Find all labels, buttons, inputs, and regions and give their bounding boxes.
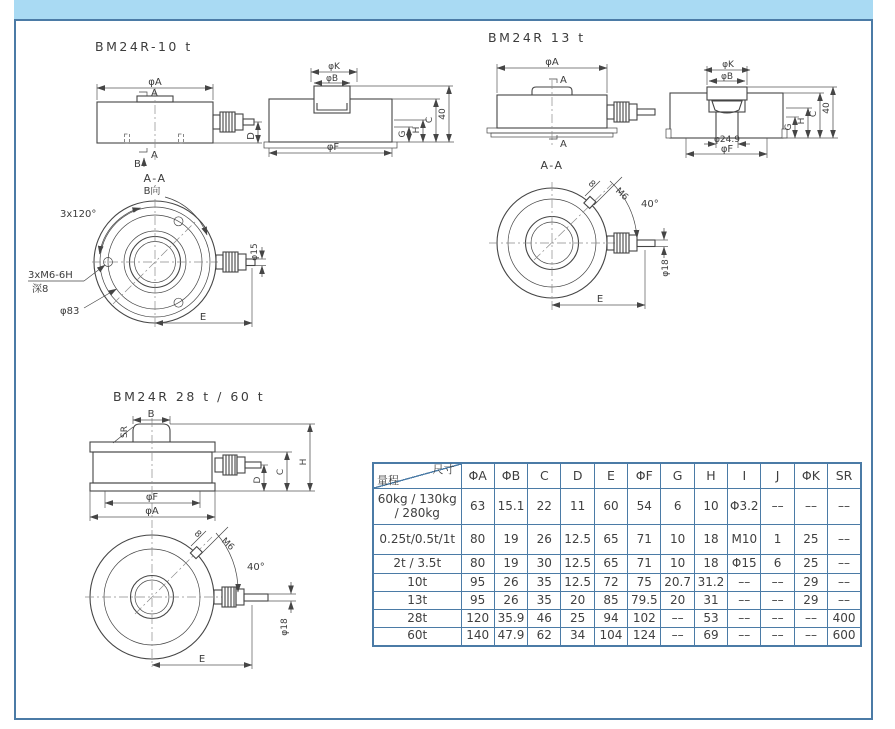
value-cell: 29 [794, 574, 827, 592]
value-cell: 140 [461, 628, 494, 646]
bottom-plate [90, 483, 215, 491]
value-cell: 20.7 [661, 574, 694, 592]
table-row [373, 489, 861, 525]
bolt-hole-hidden [125, 134, 130, 143]
value-cell: 85 [594, 592, 627, 610]
set-screw [584, 196, 596, 208]
cut-mark-a-top: A [560, 75, 567, 86]
range-cell: 60kg / 130kg / 280kg [373, 489, 461, 525]
value-cell: –– [761, 489, 794, 525]
column-header: C [528, 463, 561, 489]
side-view [487, 57, 655, 172]
column-header: ΦK [794, 463, 827, 489]
cavity [709, 100, 745, 112]
value-cell: 400 [828, 610, 861, 628]
value-cell: 31 [694, 592, 727, 610]
section-label: A-A [143, 172, 167, 185]
value-cell: –– [828, 574, 861, 592]
plan-view [489, 177, 671, 311]
dim-label-8: 8 [585, 178, 597, 191]
flange-lip [666, 129, 671, 138]
range-cell: 10t [373, 574, 461, 592]
value-cell: 600 [828, 628, 861, 646]
value-cell: 71 [628, 555, 661, 574]
value-cell: 12.5 [561, 525, 594, 555]
value-cell: 22 [528, 489, 561, 525]
corner-range-label: 量程 [377, 474, 399, 488]
value-cell: 19 [494, 555, 527, 574]
plan-view [85, 527, 296, 669]
cut-mark-a-bottom: A [560, 139, 567, 150]
value-cell: –– [761, 574, 794, 592]
dim-label-phiA: φA [148, 77, 162, 88]
spec-table-body [373, 489, 861, 646]
dim-label-c: C [425, 116, 435, 124]
value-cell: 18 [694, 525, 727, 555]
dim-label-h: H [797, 117, 807, 125]
value-cell: –– [828, 555, 861, 574]
value-cell: 65 [594, 525, 627, 555]
column-header: SR [828, 463, 861, 489]
value-cell: 120 [461, 610, 494, 628]
value-cell: 60 [594, 489, 627, 525]
dim-label-c: C [809, 110, 819, 118]
dim-label-phiB: φB [720, 72, 734, 82]
value-cell: 65 [594, 555, 627, 574]
thread-label: M6 [613, 186, 630, 203]
value-cell: 80 [461, 525, 494, 555]
range-cell: 2t / 3.5t [373, 555, 461, 574]
value-cell: 26 [494, 574, 527, 592]
corner-cell [373, 463, 461, 489]
bolt-circle-label: φ83 [60, 306, 80, 317]
value-cell: 69 [694, 628, 727, 646]
value-cell: 95 [461, 592, 494, 610]
value-cell: 18 [694, 555, 727, 574]
value-cell: 79.5 [628, 592, 661, 610]
table-row [373, 628, 861, 646]
value-cell: 71 [628, 525, 661, 555]
value-cell: 62 [528, 628, 561, 646]
cable-gland [214, 587, 268, 607]
dim-label-g: G [398, 130, 408, 138]
dim-label-40: 40 [438, 108, 448, 120]
table-row [373, 525, 861, 555]
value-cell: –– [794, 489, 827, 525]
dim-label-h: H [412, 126, 422, 134]
cable-gland [607, 102, 655, 122]
dim-label-8: 8 [191, 528, 203, 541]
dim-label-c: C [276, 468, 286, 476]
dim-label-b: B [147, 409, 155, 420]
range-cell: 28t [373, 610, 461, 628]
dim-label-e: E [198, 654, 206, 665]
dim-label-e: E [596, 294, 604, 305]
dim-label-g: G [784, 123, 794, 131]
spec-table [372, 462, 862, 647]
value-cell: 6 [661, 489, 694, 525]
value-cell: 25 [794, 525, 827, 555]
section-label: A-A [540, 159, 564, 172]
drawing-bm24r-13t [450, 25, 873, 355]
value-cell: 53 [694, 610, 727, 628]
section-view [264, 62, 454, 157]
header-band [14, 0, 873, 19]
cut-mark-a-bottom: A [151, 150, 158, 161]
value-cell: –– [761, 628, 794, 646]
value-cell: 11 [561, 489, 594, 525]
value-cell: 26 [528, 525, 561, 555]
value-cell: 30 [528, 555, 561, 574]
value-cell: 20 [661, 592, 694, 610]
value-cell: 94 [594, 610, 627, 628]
value-cell: 10 [661, 525, 694, 555]
thread-depth-label: 深8 [32, 284, 49, 295]
value-cell: –– [761, 592, 794, 610]
drawing-title: BM24R 13 t [488, 30, 586, 45]
dim-label-phiK: φK [328, 62, 340, 72]
drawing-title: BM24R 28 t / 60 t [113, 389, 266, 404]
table-row [373, 555, 861, 574]
value-cell: –– [828, 592, 861, 610]
load-button [133, 424, 170, 442]
dim-label-h: H [299, 458, 309, 466]
value-cell: 15.1 [494, 489, 527, 525]
table-row [373, 592, 861, 610]
button-pocket [314, 86, 350, 113]
column-header: ΦA [461, 463, 494, 489]
value-cell: 35.9 [494, 610, 527, 628]
section-view [666, 60, 838, 158]
dim-label-phi249: φ24.9 [714, 135, 740, 145]
value-cell: 124 [628, 628, 661, 646]
value-cell: 31.2 [694, 574, 727, 592]
value-cell: –– [794, 628, 827, 646]
value-cell: 25 [561, 610, 594, 628]
value-cell: 75 [628, 574, 661, 592]
column-header: D [561, 463, 594, 489]
corner-dimension-label: 尺寸 [432, 463, 455, 476]
value-cell: 35 [528, 592, 561, 610]
side-view [97, 77, 262, 185]
value-cell: 35 [528, 574, 561, 592]
value-cell: Φ3.2 [728, 489, 761, 525]
value-cell: –– [728, 592, 761, 610]
column-header: G [661, 463, 694, 489]
cable-gland [213, 112, 254, 132]
value-cell: 34 [561, 628, 594, 646]
side-view [90, 409, 315, 528]
value-cell: –– [728, 574, 761, 592]
cable-dia-label: φ18 [280, 618, 290, 636]
table-row [373, 610, 861, 628]
top-plate [90, 442, 215, 452]
b-mark: B [134, 159, 141, 170]
value-cell: –– [728, 628, 761, 646]
dim-label-d: D [253, 476, 263, 484]
value-cell: 25 [794, 555, 827, 574]
dim-label-e: E [199, 312, 207, 323]
column-header: E [594, 463, 627, 489]
plan-view [28, 184, 266, 329]
dim-label-phiK: φK [722, 60, 734, 70]
value-cell: 10 [694, 489, 727, 525]
value-cell: 6 [761, 555, 794, 574]
bolt-pattern-label: 3x120° [60, 209, 97, 220]
value-cell: –– [794, 610, 827, 628]
drawing-title: BM24R-10 t [95, 39, 193, 54]
body-outline [93, 452, 212, 483]
value-cell: 20 [561, 592, 594, 610]
cable-gland [607, 233, 655, 253]
dim-label-40: 40 [822, 102, 832, 114]
value-cell: –– [761, 610, 794, 628]
value-cell: 12.5 [561, 574, 594, 592]
value-cell: –– [828, 489, 861, 525]
drawing-bm24r-10t [20, 30, 465, 345]
value-cell: 29 [794, 592, 827, 610]
thread-label: 3xM6-6H [28, 270, 73, 281]
angle-label: 40° [247, 562, 265, 573]
value-cell: –– [661, 610, 694, 628]
range-cell: 60t [373, 628, 461, 646]
value-cell: 63 [461, 489, 494, 525]
dim-label-phiF: φF [326, 142, 340, 153]
column-header: ΦB [494, 463, 527, 489]
value-cell: 72 [594, 574, 627, 592]
angle-label: 40° [641, 199, 659, 210]
value-cell: 1 [761, 525, 794, 555]
value-cell: 102 [628, 610, 661, 628]
dim-label-phiA: φA [145, 506, 159, 517]
sr-label: SR [120, 426, 130, 438]
table-row [373, 574, 861, 592]
value-cell: M10 [728, 525, 761, 555]
column-header: J [761, 463, 794, 489]
cut-mark-a-top: A [151, 88, 158, 99]
dim-label-phiF: φF [720, 144, 734, 155]
column-header: I [728, 463, 761, 489]
value-cell: 12.5 [561, 555, 594, 574]
spec-table-header-row [373, 463, 861, 489]
range-cell: 13t [373, 592, 461, 610]
collar [707, 87, 747, 100]
value-cell: –– [828, 525, 861, 555]
column-header: ΦF [628, 463, 661, 489]
column-header: H [694, 463, 727, 489]
drawing-bm24r-28t-60t [55, 385, 385, 715]
dim-label-phiA: φA [545, 57, 559, 68]
value-cell: –– [661, 628, 694, 646]
value-cell: Φ15 [728, 555, 761, 574]
b-direction-label: B向 [143, 186, 161, 197]
cable-gland [215, 455, 261, 475]
cable-dia-label: φ18 [661, 259, 671, 277]
value-cell: 104 [594, 628, 627, 646]
dim-label-phiB: φB [325, 74, 339, 84]
value-cell: 95 [461, 574, 494, 592]
value-cell: 80 [461, 555, 494, 574]
value-cell: –– [728, 610, 761, 628]
cable-dia-label: φ15 [250, 243, 260, 261]
dim-label-phiF: φF [145, 492, 159, 503]
value-cell: 19 [494, 525, 527, 555]
value-cell: 54 [628, 489, 661, 525]
bolt-hole-hidden [179, 134, 184, 143]
value-cell: 46 [528, 610, 561, 628]
value-cell: 26 [494, 592, 527, 610]
value-cell: 10 [661, 555, 694, 574]
thread-label: M6 [219, 536, 236, 553]
range-cell: 0.25t/0.5t/1t [373, 525, 461, 555]
dim-label-d: D [246, 132, 257, 140]
value-cell: 47.9 [494, 628, 527, 646]
